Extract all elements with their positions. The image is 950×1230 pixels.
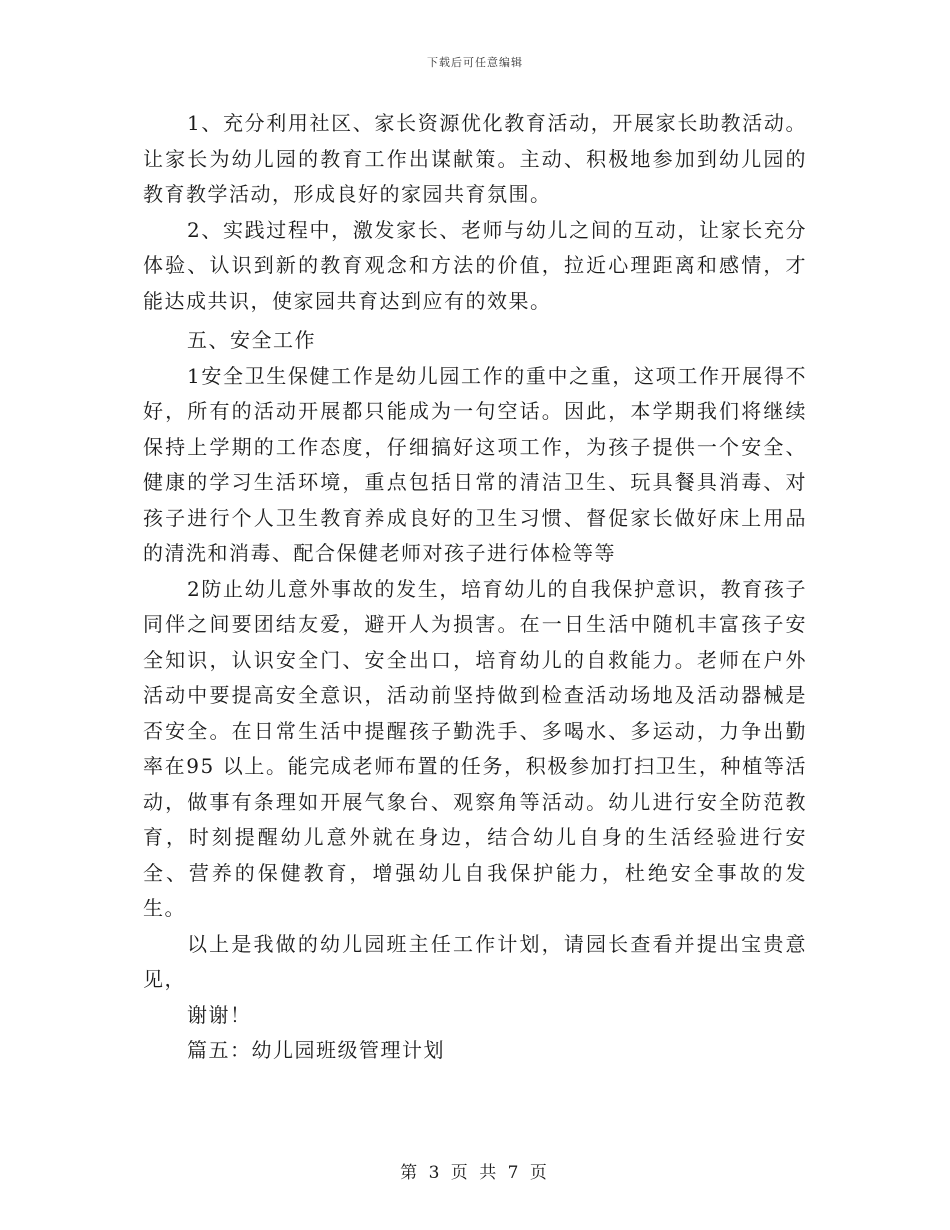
page-header-note: 下载后可任意编辑: [427, 56, 523, 69]
document-body: [143, 106, 807, 1069]
paragraph-accident-prevention: 2防止幼儿意外事故的发生，培育幼儿的自我保护意识，教育孩子同伴之间要团结友爱，避开人为损害。在一日生活中随机丰富孩子安全知识，认识安全门、安全出口，培育幼儿的自救能力。老师在户外活动中要提高安全意识，活动前坚持做到检查活动场地及活动器械是否安全。在日常生活中提醒孩子勤洗手、多喝水、多运动，力争出勤率在95 以上。能完成老师布置的任务，积极参加打扫卫生，种植等活动，做事有条理如开展气象台、观察角等活动。幼儿进行安全防范教育，时刻提醒幼儿意外就在身边，结合幼儿自身的生活经验进行安全、营养的保健教育，增强幼儿自我保护能力，杜绝安全事故的发生。: [143, 576, 807, 920]
paragraph-practice-interaction: 2、实践过程中，激发家长、老师与幼儿之间的互动，让家长充分体验、认识到新的教育观念和方法的价值，拉近心理距离和感情，才能达成共识，使家园共育达到应有的效果。: [143, 217, 807, 313]
section-heading-safety: 五、安全工作: [187, 328, 316, 352]
chapter-title: 篇五：幼儿园班级管理计划: [187, 1038, 445, 1062]
paragraph-safety-hygiene: 1安全卫生保健工作是幼儿园工作的重中之重，这项工作开展得不好，所有的活动开展都只能成为一句空话。因此，本学期我们将继续保持上学期的工作态度，仔细搞好这项工作，为孩子提供一个安全、健康的学习生活环境，重点包括日常的清洁卫生、玩具餐具消毒、对孩子进行个人卫生教育养成良好的卫生习惯、督促家长做好床上用品的清洗和消毒、配合保健老师对孩子进行体检等等: [143, 363, 807, 565]
thanks-line: 谢谢！: [187, 1002, 252, 1027]
paragraph-parent-resources: 1、充分利用社区、家长资源优化教育活动，开展家长助教活动。让家长为幼儿园的教育工作出谋献策。主动、积极地参加到幼儿园的教育教学活动，形成良好的家园共育氛围。: [143, 111, 807, 206]
paragraph-closing-remark: 以上是我做的幼儿园班主任工作计划，请园长查看并提出宝贵意见，: [143, 931, 807, 991]
page-number: 第 3 页 共 7 页: [400, 1163, 550, 1183]
